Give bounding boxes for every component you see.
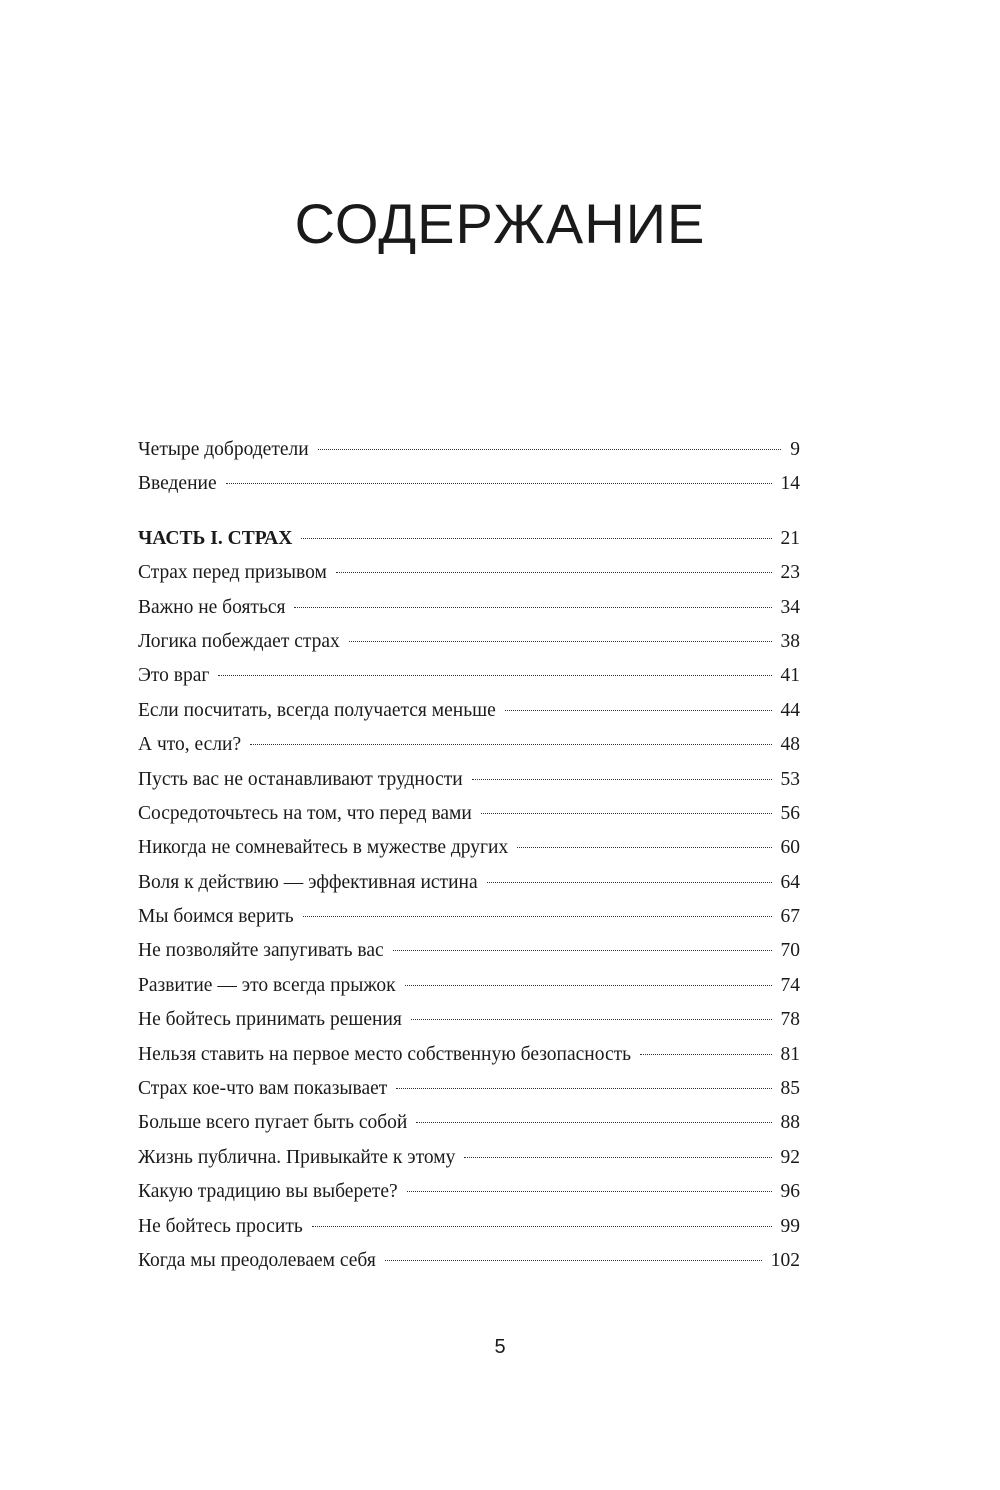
toc-entry[interactable]: [138, 900, 800, 934]
dot-leader: [301, 538, 771, 539]
toc-entry[interactable]: [138, 1003, 800, 1037]
toc-entry-title: А что, если?: [138, 734, 242, 756]
toc-entry-page: 81: [780, 1043, 800, 1065]
dot-leader: [487, 882, 772, 883]
toc-entry-title: Пусть вас не останавливают трудности: [138, 768, 463, 790]
toc-entry-title: Мы боимся верить: [138, 906, 294, 928]
toc-entry-title: Больше всего пугает быть собой: [138, 1112, 408, 1134]
toc-entry-title: Сосредоточьтесь на том, что перед вами: [138, 802, 472, 824]
toc-entry[interactable]: [138, 1141, 800, 1175]
toc-entry[interactable]: [138, 831, 800, 865]
toc-entry-page: 67: [780, 906, 800, 928]
dot-leader: [407, 1191, 772, 1192]
dot-leader: [218, 675, 771, 676]
page-title: СОДЕРЖАНИЕ: [294, 192, 706, 255]
toc-entry[interactable]: [138, 433, 800, 467]
toc-entry-page: 102: [770, 1249, 800, 1271]
dot-leader: [393, 950, 772, 951]
dot-leader: [250, 744, 771, 745]
toc-entry-page: 92: [780, 1146, 800, 1168]
toc-entry-title: Никогда не сомневайтесь в мужестве других: [138, 837, 509, 859]
dot-leader: [416, 1122, 771, 1123]
toc-entry-title: Введение: [138, 473, 217, 495]
toc-entry-page: 56: [780, 802, 800, 824]
toc-entry-title: Когда мы преодолеваем себя: [138, 1249, 376, 1271]
dot-leader: [385, 1260, 762, 1261]
toc-entry-page: 44: [780, 699, 800, 721]
dot-leader: [411, 1019, 772, 1020]
toc-entry[interactable]: [138, 934, 800, 968]
dot-leader: [396, 1088, 771, 1089]
toc-entry[interactable]: [138, 625, 800, 659]
toc-entry-page: 14: [780, 473, 800, 495]
dot-leader: [336, 572, 772, 573]
toc-entry-title: Логика побеждает страх: [138, 630, 340, 652]
toc-entry-title: Жизнь публична. Привыкайте к этому: [138, 1146, 456, 1168]
toc-entry[interactable]: [138, 556, 800, 590]
page-number: 5: [494, 1336, 506, 1358]
toc-entry-title: Нельзя ставить на первое место собственную безопасность: [138, 1043, 632, 1065]
toc-entry-title: Если посчитать, всегда получается меньше: [138, 699, 496, 721]
toc-entry[interactable]: [138, 1038, 800, 1072]
toc-entry[interactable]: [138, 1244, 800, 1278]
toc-entry-page: 64: [780, 871, 800, 893]
toc-entry[interactable]: [138, 1175, 800, 1209]
toc-entry-page: 9: [790, 439, 800, 460]
toc-entry-page: 41: [780, 665, 800, 687]
dot-leader: [464, 1157, 771, 1158]
toc-entry-title: Страх кое-что вам показывает: [138, 1078, 388, 1100]
toc-entry[interactable]: [138, 797, 800, 831]
toc-entry[interactable]: [138, 969, 800, 1003]
dot-leader: [405, 985, 772, 986]
dot-leader: [318, 449, 782, 450]
toc-entry-page: 60: [780, 837, 800, 859]
dot-leader: [294, 607, 771, 608]
dot-leader: [472, 779, 772, 780]
toc-entry[interactable]: [138, 763, 800, 797]
toc-entry-page: 74: [780, 974, 800, 996]
toc-entry-page: 34: [780, 596, 800, 618]
toc-entry-title: Это враг: [138, 665, 210, 687]
dot-leader: [481, 813, 772, 814]
toc-part-heading[interactable]: [138, 522, 800, 556]
toc-entry-title: Развитие — это всегда прыжок: [138, 974, 396, 996]
toc-entry-page: 38: [780, 630, 800, 652]
toc-part-page: 21: [780, 527, 800, 549]
toc-entry[interactable]: [138, 728, 800, 762]
toc-entry[interactable]: [138, 467, 800, 501]
toc-entry-title: Четыре добродетели: [138, 439, 309, 460]
dot-leader: [303, 916, 772, 917]
toc-entry-page: 23: [780, 562, 800, 584]
toc-entry-title: Не бойтесь принимать решения: [138, 1009, 402, 1031]
toc-entry-title: Важно не бояться: [138, 596, 286, 618]
toc-entry-title: Какую традицию вы выберете?: [138, 1181, 398, 1203]
toc-entry-page: 53: [780, 768, 800, 790]
toc-entry[interactable]: [138, 591, 800, 625]
dot-leader: [226, 483, 772, 484]
dot-leader: [517, 847, 771, 848]
toc-entry-page: 48: [780, 734, 800, 756]
toc-part-title: ЧАСТЬ I. СТРАХ: [138, 527, 293, 549]
toc-entry[interactable]: [138, 659, 800, 693]
toc-entry-page: 70: [780, 940, 800, 962]
dot-leader: [505, 710, 772, 711]
toc-entry-page: 88: [780, 1112, 800, 1134]
toc-entry-page: 78: [780, 1009, 800, 1031]
toc-entry-page: 85: [780, 1078, 800, 1100]
dot-leader: [312, 1226, 772, 1227]
toc-entry-title: Не бойтесь просить: [138, 1215, 303, 1237]
toc-entry-title: Не позволяйте запугивать вас: [138, 940, 384, 962]
toc-entry-title: Страх перед призывом: [138, 562, 327, 584]
toc-entry[interactable]: [138, 1210, 800, 1244]
dot-leader: [640, 1054, 771, 1055]
toc-entry[interactable]: [138, 1072, 800, 1106]
toc-entry[interactable]: [138, 1106, 800, 1140]
toc-entry-title: Воля к действию — эффективная истина: [138, 871, 478, 893]
toc-entry-page: 99: [780, 1215, 800, 1237]
table-of-contents: [138, 433, 800, 1278]
toc-entry-page: 96: [780, 1181, 800, 1203]
toc-entry[interactable]: [138, 694, 800, 728]
dot-leader: [349, 641, 772, 642]
toc-entry[interactable]: [138, 866, 800, 900]
